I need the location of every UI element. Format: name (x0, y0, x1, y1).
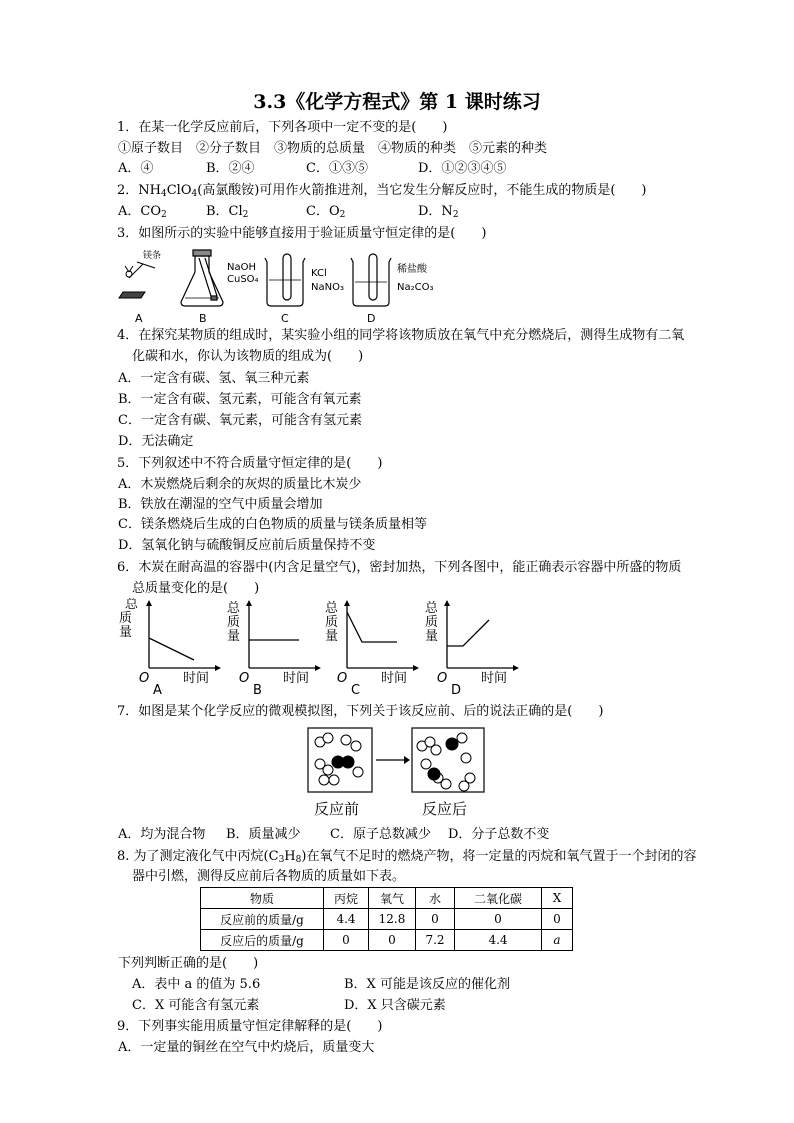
label-mg-ribbon: 镁条 (143, 251, 162, 261)
table-cell: 12.8 (369, 909, 416, 930)
x-axis-arrow-icon (513, 665, 519, 671)
table-header-cell: X (542, 888, 573, 909)
table-cell: 4.4 (324, 909, 369, 930)
table-header-cell: 水 (416, 888, 455, 909)
table-cell: 0 (324, 930, 369, 951)
q2-option-c[interactable]: C．$O_2$ (306, 204, 346, 220)
y-axis-label: 量 (227, 629, 241, 644)
y-axis-label: 量 (325, 629, 339, 644)
origin-label: O (239, 671, 250, 686)
x-axis-label: 时间 (183, 671, 210, 686)
q1-items: ①原子数目 ②分子数目 ③物质的总质量 ④物质的种类 ⑤元素的种类 (118, 141, 548, 156)
graph-option-label: B (253, 683, 262, 698)
q8-option-d[interactable]: D．X 只含碳元素 (344, 998, 446, 1013)
mass-curve (447, 620, 489, 646)
q3-stem: 3．如图所示的实验中能够直接用于验证质量守恒定律的是( ) (117, 226, 487, 241)
table-cell: 4.4 (455, 930, 542, 951)
origin-label: O (139, 671, 150, 686)
q8-ask: 下列判断正确的是( ) (118, 956, 259, 971)
q5-stem: 5．下列叙述中不符合质量守恒定律的是( ) (117, 456, 383, 471)
x-axis-arrow-icon (413, 665, 419, 671)
table-header-cell: 物质 (201, 888, 324, 909)
table-cell: 0 (455, 909, 542, 930)
table-cell: 0 (416, 909, 455, 930)
q8-option-a[interactable]: A．表中 a 的值为 5.6 (132, 977, 261, 992)
q9-stem: 9．下列事实能用质量守恒定律解释的是( ) (117, 1019, 383, 1034)
q8-stem-line1: 8. 为了测定液化气中丙烷$(C_3H_8)$在氧气不足时的燃烧产物，将一定量的丙烷和氧气置于一个封闭的容 (117, 849, 697, 865)
x-axis-arrow-icon (215, 665, 221, 671)
label-cuso4: CuSO₄ (227, 274, 259, 285)
graph-option-label: D (451, 683, 462, 698)
q7-option-c[interactable]: C．原子总数减少 (330, 827, 431, 842)
label-before-reaction: 反应前 (314, 800, 360, 818)
y-axis-arrow-icon (246, 600, 252, 606)
q1-option-d[interactable]: D．①②③④⑤ (418, 161, 507, 176)
q2-stem: 2．$NH_4ClO_4$(高氯酸铵)可用作火箭推进剂，当它发生分解反应时，不能生成的物质是( ) (117, 183, 647, 199)
y-axis-arrow-icon (146, 600, 152, 606)
apparatus-c (265, 254, 305, 306)
arrow-icon (404, 756, 410, 764)
q6-stem-line2: 总质量变化的是( ) (132, 581, 260, 596)
y-axis-label: 量 (119, 625, 133, 640)
label-na2co3: Na₂CO₃ (397, 282, 434, 293)
x-axis-label: 时间 (381, 671, 408, 686)
q2-option-b[interactable]: B．$Cl_2$ (206, 204, 249, 220)
table-row (201, 930, 573, 951)
q3-apparatus-figure (115, 244, 475, 326)
y-axis-label: 总 (227, 601, 241, 616)
mass-curve (347, 612, 397, 642)
table-header-cell: 氧气 (369, 888, 416, 909)
label-naoh: NaOH (227, 262, 256, 273)
apparatus-d (351, 254, 391, 306)
table-cell: 反应前的质量/g (201, 909, 324, 930)
q1-option-c[interactable]: C．①③⑤ (306, 161, 368, 176)
q7-option-d[interactable]: D．分子总数不变 (448, 827, 550, 842)
table-row (201, 909, 573, 930)
q8-mass-table (200, 887, 573, 951)
y-axis-label: 质 (227, 615, 241, 630)
graph-option-label: C (351, 683, 361, 698)
apparatus-label-d: D (367, 312, 376, 325)
page-title: 3.3《化学方程式》第 1 课时练习 (253, 91, 541, 113)
q5-option-a[interactable]: A．木炭燃烧后剩余的灰烬的质量比木炭少 (118, 477, 362, 492)
table-cell: 0 (542, 909, 573, 930)
q7-stem: 7．如图是某个化学反应的微观模拟图，下列关于该反应前、后的说法正确的是( ) (117, 704, 604, 719)
graph-option-label: A (153, 683, 162, 698)
table-header-row (201, 888, 573, 909)
table-header-cell: 二氧化碳 (455, 888, 542, 909)
q4-stem-line1: 4．在探究某物质的组成时，某实验小组的同学将该物质放在氧气中充分燃烧后，测得生成物有二氧 (117, 328, 685, 343)
q7-option-a[interactable]: A．均为混合物 (118, 827, 206, 842)
q1-option-b[interactable]: B．②④ (206, 161, 255, 176)
q4-option-b[interactable]: B．一定含有碳、氢元素，可能含有氧元素 (118, 392, 362, 407)
apparatus-label-a: A (135, 312, 143, 325)
y-axis-label: 总 (325, 601, 339, 616)
x-axis-label: 时间 (283, 671, 310, 686)
q4-option-c[interactable]: C．一定含有碳、氧元素，可能含有氢元素 (118, 413, 362, 428)
table-cell: 7.2 (416, 930, 455, 951)
q8-stem-line2: 器中引燃，测得反应前后各物质的质量如下表。 (132, 869, 406, 884)
q1-option-a[interactable]: A．④ (118, 161, 154, 176)
q5-option-b[interactable]: B．铁放在潮湿的空气中质量会增加 (118, 497, 323, 512)
label-kcl: KCl (311, 268, 327, 279)
q2-option-d[interactable]: D．$N_2$ (418, 204, 459, 220)
q6-stem-line1: 6．木炭在耐高温的容器中(内含足量空气)，密封加热，下列各图中，能正确表示容器中所盛的物质 (117, 560, 682, 575)
origin-label: O (437, 671, 448, 686)
origin-label: O (337, 671, 348, 686)
y-axis-label: 量 (425, 629, 439, 644)
y-axis-label: 质 (425, 615, 439, 630)
q5-option-d[interactable]: D．氢氧化钠与硫酸铜反应前后质量保持不变 (118, 538, 376, 553)
q4-option-a[interactable]: A．一定含有碳、氢、氧三种元素 (118, 371, 310, 386)
q4-stem-line2: 化碳和水，你认为该物质的组成为( ) (132, 349, 364, 364)
y-axis-label: 总 (125, 598, 139, 612)
q4-option-d[interactable]: D．无法确定 (118, 434, 194, 449)
q2-option-a[interactable]: A．$CO_2$ (118, 204, 167, 220)
y-axis-label: 总 (425, 601, 439, 616)
table-cell: a (542, 930, 573, 951)
y-axis-arrow-icon (444, 600, 450, 606)
q7-option-b[interactable]: B．质量减少 (226, 827, 301, 842)
table-cell: 0 (369, 930, 416, 951)
q5-option-c[interactable]: C．镁条燃烧后生成的白色物质的质量与镁条质量相等 (118, 517, 427, 532)
label-after-reaction: 反应后 (422, 800, 468, 818)
mass-curve (149, 638, 194, 660)
y-axis-arrow-icon (344, 600, 350, 606)
q9-option-a[interactable]: A．一定量的铜丝在空气中灼烧后，质量变大 (118, 1040, 375, 1055)
q1-stem: 1．在某一化学反应前后，下列各项中一定不变的是( ) (117, 120, 448, 135)
x-axis-arrow-icon (315, 665, 321, 671)
label-nano3: NaNO₃ (311, 282, 344, 293)
q8-option-b[interactable]: B．X 可能是该反应的催化剂 (344, 977, 510, 992)
y-axis-label: 质 (119, 611, 133, 626)
y-axis-label: 质 (325, 615, 339, 630)
x-axis-label: 时间 (481, 671, 508, 686)
apparatus-a (119, 262, 155, 298)
apparatus-label-c: C (281, 312, 289, 325)
label-hcl: 稀盐酸 (397, 264, 427, 275)
q6-mass-time-graphs (115, 598, 535, 700)
apparatus-label-b: B (199, 312, 207, 325)
table-header-cell: 丙烷 (324, 888, 369, 909)
table-cell: 反应后的质量/g (201, 930, 324, 951)
apparatus-b (181, 250, 223, 306)
q7-particle-diagram (300, 724, 500, 822)
q8-option-c[interactable]: C．X 可能含有氢元素 (132, 998, 260, 1013)
